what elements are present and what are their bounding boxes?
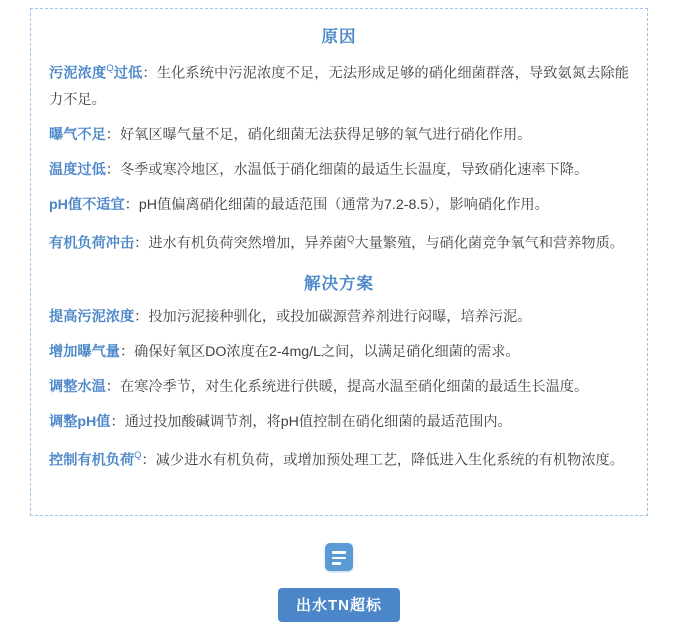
cause-text: 好氧区曝气量不足，硝化细菌无法获得足够的氧气进行硝化作用。 <box>119 126 532 143</box>
solution-item <box>49 304 629 330</box>
solution-item <box>49 409 629 435</box>
flow-node-button[interactable]: 出水TN超标 <box>278 588 400 622</box>
cause-item <box>49 157 629 183</box>
solution-separator: ： <box>141 453 156 470</box>
cause-item <box>49 122 629 148</box>
causes-title: 原因 <box>321 28 357 46</box>
cause-separator: ： <box>105 126 120 143</box>
superscript-q-icon: Q <box>134 450 142 462</box>
solution-separator: ： <box>134 309 149 326</box>
solution-term: 控制有机负荷 <box>49 453 135 470</box>
document-lines-icon <box>325 543 353 571</box>
cause-text: 生化系统中污泥浓度不足，无法形成足够的硝化细菌群落，导致氨氮去除能力不足。 <box>49 65 629 108</box>
flow-node-area <box>0 520 678 639</box>
cause-separator: ： <box>124 196 139 213</box>
cause-separator: ： <box>105 161 120 178</box>
cause-term: 污泥浓度 <box>49 65 107 82</box>
solution-item <box>49 374 629 400</box>
cause-term: pH值不适宜 <box>49 196 125 213</box>
cause-term: 温度过低 <box>49 161 106 178</box>
cause-text-after: 大量繁殖，与硝化菌竞争氧气和营养物质。 <box>354 235 624 252</box>
solution-term: 提高污泥浓度 <box>49 309 135 326</box>
cause-text-before: 进水有机负荷突然增加，异养菌 <box>148 235 347 252</box>
cause-separator: ： <box>142 65 157 82</box>
cause-term-tail: 过低 <box>113 65 143 82</box>
solution-term: 调整pH值 <box>49 414 111 431</box>
cause-term: 有机负荷冲击 <box>49 235 135 252</box>
icon-line <box>332 557 346 560</box>
solution-separator: ： <box>110 414 125 431</box>
solution-text: 减少进水有机负荷，或增加预处理工艺，降低进入生化系统的有机物浓度。 <box>155 453 624 470</box>
solution-text: 在寒冷季节，对生化系统进行供暖，提高水温至硝化细菌的最适生长温度。 <box>119 379 589 396</box>
solution-term: 增加曝气量 <box>49 344 120 361</box>
superscript-q-icon: Q <box>106 63 114 74</box>
cause-item <box>49 57 629 113</box>
cause-text: pH值偏离硝化细菌的最适范围（通常为7.2-8.5），影响硝化作用。 <box>138 196 549 213</box>
solutions-title: 解决方案 <box>304 275 374 294</box>
cause-separator: ： <box>134 235 149 252</box>
cause-item <box>49 227 629 257</box>
info-panel <box>30 8 648 516</box>
superscript-q-icon: Q <box>346 233 355 245</box>
cause-term: 曝气不足 <box>49 126 106 143</box>
icon-line <box>332 551 346 554</box>
cause-item <box>49 192 629 218</box>
solution-separator: ： <box>105 379 120 396</box>
solution-text: 通过投加酸碱调节剂，将pH值控制在硝化细菌的最适范围内。 <box>124 414 512 431</box>
solution-item <box>49 444 629 474</box>
solution-term: 调整水温 <box>49 379 106 396</box>
solution-text: 投加污泥接种驯化，或投加碳源营养剂进行闷曝，培养污泥。 <box>148 309 532 326</box>
solution-item <box>49 339 629 365</box>
icon-line <box>332 562 341 565</box>
solution-text: 确保好氧区DO浓度在2-4mg/L之间，以满足硝化细菌的需求。 <box>134 344 520 361</box>
solution-separator: ： <box>119 344 135 361</box>
cause-text: 冬季或寒冷地区，水温低于硝化细菌的最适生长温度，导致硝化速率下降。 <box>119 161 589 178</box>
